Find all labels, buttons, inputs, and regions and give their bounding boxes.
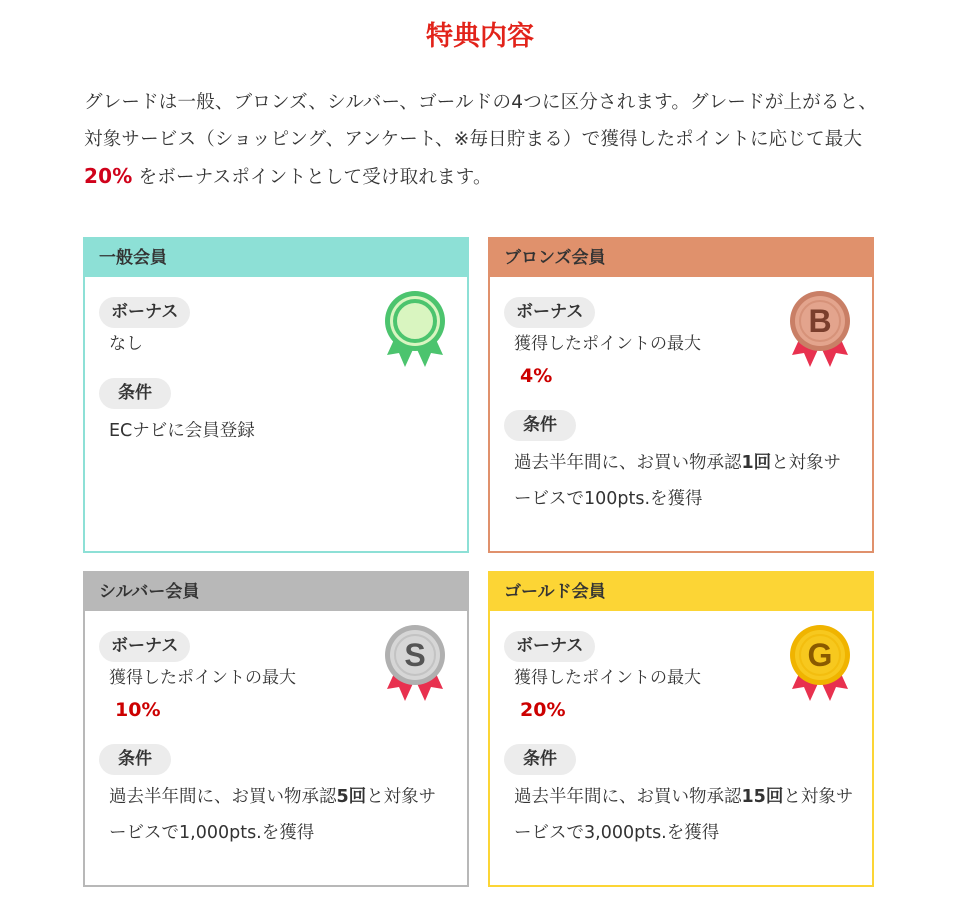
bonus-percent: 20%: [520, 699, 566, 721]
condition-text-b: と対象サービスで100pts.を獲得: [514, 453, 842, 509]
condition-text-a: 過去半年間に、お買い物承認: [109, 787, 337, 807]
card-header: 一般会員: [85, 239, 467, 277]
condition-text-b: と対象サービスで3,000pts.を獲得: [514, 787, 854, 843]
card-header: ブロンズ会員: [490, 239, 872, 277]
bonus-value: 獲得したポイントの最大: [109, 668, 296, 688]
condition-text: [99, 779, 453, 851]
intro-text: [84, 84, 884, 196]
card-header: ゴールド会員: [490, 573, 872, 611]
intro-text-a: グレードは一般、ブロンズ、シルバー、ゴールドの4つに区分されます。グレードが上がると、対象サービス（ショッピング、アンケート、※毎日貯まる）で獲得したポイントに応じて最大: [84, 92, 878, 150]
condition-label: 条件: [99, 378, 171, 409]
medal-icon: [383, 623, 447, 707]
condition-text-a: 過去半年間に、お買い物承認: [514, 787, 742, 807]
bonus-value: なし: [109, 334, 143, 354]
condition-text: [504, 779, 858, 851]
medal-letter: G: [807, 637, 833, 673]
grade-card-gold: [488, 571, 874, 887]
condition-count: 5回: [336, 787, 367, 807]
condition-count: 15回: [741, 787, 784, 807]
condition-text: [99, 413, 453, 449]
condition-text: [504, 445, 858, 517]
medal-icon: [788, 289, 852, 373]
medal-letter: B: [808, 303, 832, 339]
condition-text-a: ECナビに会員登録: [109, 421, 255, 441]
bonus-percent: 4%: [520, 365, 553, 387]
intro-highlight: 20%: [84, 164, 133, 188]
medal-letter: S: [404, 637, 426, 673]
grade-card-general: [83, 237, 469, 553]
grade-card-silver: [83, 571, 469, 887]
card-header: シルバー会員: [85, 573, 467, 611]
bonus-label: ボーナス: [99, 631, 190, 662]
condition-text-a: 過去半年間に、お買い物承認: [514, 453, 742, 473]
condition-count: 1回: [741, 453, 772, 473]
condition-label: 条件: [504, 410, 576, 441]
condition-label: 条件: [504, 744, 576, 775]
condition-label: 条件: [99, 744, 171, 775]
medal-icon: [788, 623, 852, 707]
medal-icon: [383, 289, 447, 373]
page-title: 特典内容: [426, 21, 534, 52]
bonus-label: ボーナス: [504, 631, 595, 662]
bonus-value: 獲得したポイントの最大: [514, 668, 701, 688]
grade-card-bronze: [488, 237, 874, 553]
condition-text-b: と対象サービスで1,000pts.を獲得: [109, 787, 437, 843]
bonus-value: 獲得したポイントの最大: [514, 334, 701, 354]
bonus-label: ボーナス: [99, 297, 190, 328]
intro-text-b: をボーナスポイントとして受け取れます。: [138, 167, 492, 188]
bonus-percent: 10%: [115, 699, 161, 721]
bonus-label: ボーナス: [504, 297, 595, 328]
